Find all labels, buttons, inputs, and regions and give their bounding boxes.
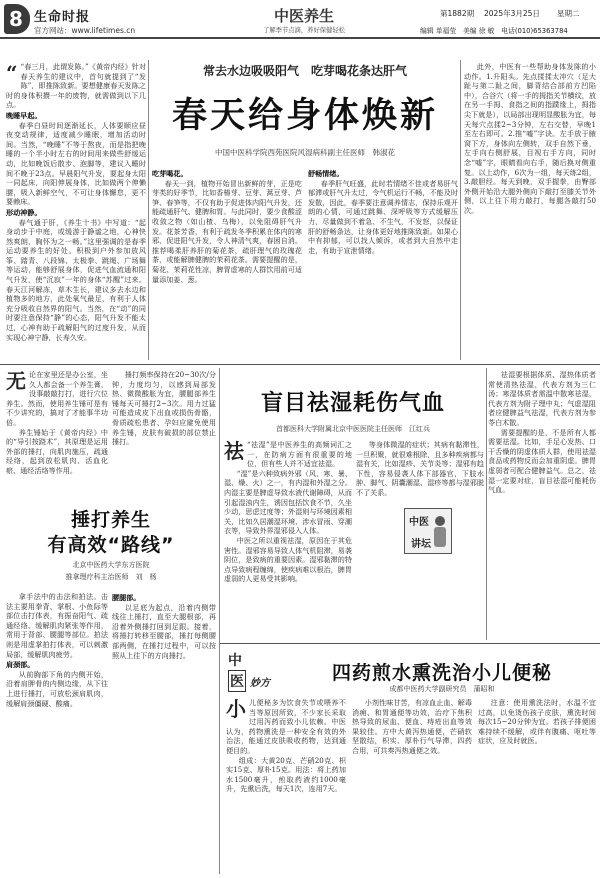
column-divider — [148, 60, 149, 360]
article1-kicker: 常去水边吸吸阳气 吃芽喝花条达肝气 — [202, 64, 407, 78]
article1-paragraph-2: 春气通于肝，《养生十书》中写道：“起身动步于中庭，或缓游于静谧之地，心神快然爽朗，胸怀为之一畅。”这里强调的是春季运动要养生的好处。积极到户外参加放风筝、踏青、八段锦、太极拳、跳绳、广场舞等运动，能够舒展身体，促进气血流通和阳气升发，使“沉寂”一年的身体“苏醒”过来。春天江河解冻，草木生长，建议多去水边和植物多的地方，此处氧气最足，有利于人体充分吸收自然界的阳气。当然，在“动”的同时要注意保持“静”的心态，阳气升发不能太过，心神有助于疏解阳气的过度升发，从而实现心神宁静，长寿久安。 — [6, 217, 146, 342]
dropcap: 小 — [226, 697, 246, 721]
article4-byline: 成都中医药大学副研究员 蒲昭和 — [389, 685, 495, 693]
lecture-badge-line-1: 中医 — [409, 517, 429, 528]
article3-paragraph-5: 祛湿要根据体质、湿热体质者常使清热祛湿，代表方剂为三仁汤；寒湿体质者需温中散寒祛湿，代表方剂为附子理中丸；气虚湿阻者应健脾益气祛湿，代表方剂为参苓白术散。 — [488, 370, 596, 427]
article1-paragraph-3: 春天一到，植物开始冒出新鲜的芽，正是吃芽类的好季节，比如香椿芽、豆芽、蒿豆芽、芦笋、春笋等，不仅有助于促进体内阳气升发，还能疏通肝气、健脾和胃。与此同时，要少食酸涩收敛之物（如山楂、乌梅），以免阻碍肝气升发。花茶芳香，有利于疏发冬季积累在体内的寒邪、促进阳气升发，令人神清气爽，春困自消。推荐喝柔肝养肝的菊花茶，疏肝理气的玫瑰花茶，或能解脾健脾的茉莉花茶。需要提醒的是，菊花、茉莉花性凉，脾胃虚寒的人群饮用前可适量添加姜、葱。 — [152, 178, 302, 284]
remedy-logo-char-3: 妙方 — [250, 678, 270, 689]
article1-byline: 中国中医科学院西苑医院风湿病科副主任医师 韩淑花 — [215, 148, 395, 157]
remedy-logo-char-1: 中 — [228, 653, 242, 669]
article4-headline: 四药煎水熏洗治小儿便秘 — [331, 662, 552, 684]
column-divider — [486, 368, 487, 640]
remedy-logo-char-2: 医 — [228, 670, 246, 692]
article2-byline-2: 推拿理疗科主治医师 刘 杨 — [65, 573, 157, 581]
lecture-badge — [404, 508, 452, 554]
issue-weekday: 星期二 — [557, 9, 580, 18]
article2-intro-col-2 — [112, 370, 216, 450]
article3-column-3 — [488, 370, 596, 640]
article1-intro: “春三月，此谓发陈。”《黄帝内经》针对春天养生的建议中，首句就提到了“发陈”，即推陈致新。要想健康春天发陈之时的身体积攒一年的废物，就需做到以下几点。 — [6, 62, 146, 110]
article4-paragraph-2: 组成：大黄20克、芒硝20克、枳实15克、厚朴15克。用法：将上药加水1500毫升，煎取药液约1000毫升，先熏后洗，每天1次，连用7天。 — [226, 755, 346, 794]
column-divider — [219, 368, 220, 874]
article2-paragraph-2: 养生锤始于《黄帝内经》中的“导引按跷术”，其原理是运用外部的捶打，向肌肉施压，疏通经络，起到放松肌肉、活血化瘀、通经活络等作用。 — [6, 427, 108, 475]
article1-column-4 — [464, 62, 596, 360]
article2-paragraph-3: 拿手法中的击法和拍法。击法主要用拳背、掌根、小鱼际等部位击打体表，有振奋阳气、疏通经络、缓解肌肉紧张等作用，常用于背部、腰腿等部位。拍法则是用虚掌拍打体表，可以刺激局部，缓解肌肉疲劳。 — [6, 592, 108, 659]
article2-headline-2: 有高效“路线” — [47, 534, 175, 556]
article4-column-2 — [352, 698, 472, 874]
article1-subhead-3: 吃芽喝花。 — [152, 169, 188, 178]
article3-headline: 盲目祛湿耗伤气血 — [260, 391, 445, 416]
website[interactable]: 官方网站：www.lifetimes.cn — [34, 26, 136, 35]
article1-subhead-4: 舒畅情绪。 — [308, 169, 344, 178]
article1-subhead-2: 形动神静。 — [6, 207, 42, 217]
remedy-logo — [226, 650, 286, 694]
article3-paragraph-2: “湿”是六种致病外邪（风、寒、暑、湿、燥、火）之一，有内湿和外湿之分。内湿主要是脾虚导致水液代谢障碍，从而引起湿浊内生，诱因包括饮食不节，久坐少动，思虑过度等；外湿则与环境因素相关，比如久居潮湿环境、涉水冒雨、穿潮衣等，导致外界湿邪侵入人体。 — [224, 468, 352, 536]
header-rule — [0, 37, 600, 39]
article1-subhead-1: 晚睡早起。 — [6, 110, 42, 120]
article4-column-3 — [478, 698, 596, 874]
article2-byline-1: 北京中医药大学东方医院 — [72, 561, 150, 569]
editor-line: 编辑 单福莹 美编 徐 敏 电话(010)65363784 — [420, 27, 568, 35]
section-divider — [0, 364, 600, 365]
doctor-figure-icon — [431, 515, 449, 549]
article1-paragraph-5: 此外，中医有一些帮助身体发陈的小动作。1.升阳头。先点揉揉太冲穴（足大趾与第二趾之间，脚背结合部前方凹陷中），合谷穴（将一手的拇指关节横纹，放在另一手拇、食指之间的指蹼缘上，拇指尖下就是），以局部出现明显酸胀为宜，每天每穴点揉2~3分钟，左右交替，早晚1至左右即可。2.推“嘘”字诀。左手放于腋窝下方，身体向左侧转，双手自然下垂，左手向右侧舒展，目视右手方向，同时念“嘘”字，眼睛看向右手，随后换对侧重复。以上动作，6次为一组，每天练2组，3.敲胆经。每天到晚，双手握拳，由臀部外侧开始沿大腿外侧向下敲打至膝关节外侧，以上往下用力敲打，每腿各敲打50次。 — [464, 62, 596, 215]
article3-paragraph-1: “祛湿”是中医养生的高频词汇之一，在防病方面有很重要的地位，但有些人并不适宜祛湿。 — [247, 440, 352, 469]
article2-paragraph-1: 论在家里还是办公室，坐久人都会备一个养生膏，没事敲敲打打，进行穴位养生。然而，使用养生锤可是有不少讲究的，搞对了才能事半功倍。 — [6, 370, 108, 427]
article1-column-1 — [6, 62, 146, 360]
article2-subhead-1: 肩颈部。 — [6, 660, 35, 670]
column-divider — [460, 60, 461, 360]
article2-headline-1: 捶打养生 — [70, 509, 151, 531]
issue-number: 第1882期 — [440, 9, 475, 18]
dropcap: “ — [6, 61, 18, 85]
article2-subhead-2: 腰腿部。 — [112, 593, 141, 602]
article4-paragraph-3: 小剂性味甘苦，有凉血止血、解毒消痈、和胃通便等功效，治疗下焦积热导致的尿血、便血、痔疮出血等效果较佳。方中大黄泻热通便，芒硝软坚散结，枳实、厚朴行气导滞，四药合用，可共奏泻热通便之效。 — [352, 698, 472, 755]
article2-column-2 — [112, 592, 216, 874]
dropcap: 祛 — [224, 439, 244, 463]
article2-paragraph-4: 从前胸部下角的内侧开始，沿着肩胛骨的内侧边缘，从下往上进行捶打，可放松颈肩肌肉，缓解肩颈僵硬、酸痛。 — [6, 669, 108, 708]
issue-date: 2025年3月25日 — [484, 9, 540, 18]
article1-paragraph-1: 春季白昼时间逐渐延长，人体要顺应昼夜变动规律，适度减少睡眠，增加活动时间。当然，“晚睡”不等于熬夜，而是指把晚睡的一个半小时左右的时间用来做些舒缓运动，比如晚饭后散步、泡脚等，建议入睡时间不晚于23点。早晨阳气升发，要起身太阳一同起床，向阳伸展身体，比如做两个伸懒腰，吸入新鲜空气，不可让身体懈怠，更不要赖床。 — [6, 120, 146, 207]
article1-paragraph-4: 春季肝气旺盛，此时若情绪不佳或者易肝气郁滞或肝气升太过，令气机运行不畅，不能及时发散，因此，春季要注意调养情志，保持乐观开朗的心情，可通过跳舞、深呼吸等方式缓解压力，尽量做到不着急、不生气，不发怒，以保证肝的舒畅条达，让身体更好地推陈致新。如果心中有抑郁，可以找人倾诉，或者到大自然中走走，有助于宣泄情绪。 — [308, 178, 458, 255]
article2-column-1 — [6, 592, 108, 874]
page-number: 8 — [9, 7, 23, 31]
article4-column-1 — [226, 698, 346, 874]
section-title: 中医养生 — [273, 7, 334, 25]
article3-paragraph-4: 等身体微湿的症状；其病有黏滞性，一旦积聚，就很难根除，且多种疾病都与湿有关，比如湿疹、关节炎等；湿邪有趋下性，容易侵袭人体下部器官，下肢水肿、脚气、阴囊潮湿、湿疹等都与湿邪脱不了关系。 — [356, 440, 484, 497]
article1-headline: 春天给身体焕新 — [171, 96, 438, 136]
article1-column-2 — [152, 168, 302, 360]
article2-paragraph-5: 以足底为起点，沿着内侧带线往上捶打，直至大腿根部，再沿着外侧捶打回到足跟。接着，将捶打转移至腰部，捶打每侧腰部两侧，在捶打过程中，可以按照从上往下的方向捶打。 — [112, 602, 216, 660]
section-divider — [220, 643, 600, 644]
article3-column-1 — [224, 440, 352, 640]
section-slogan: 了解季节点滴，养好保健轻松 — [263, 27, 345, 34]
article3-byline: 首都医科大学附属北京中医医院主任医师 江红兵 — [276, 425, 430, 433]
article2-intro-col-1 — [6, 369, 108, 475]
article3-paragraph-3: 中医之所以重视祛湿，原因在于其危害性。湿邪容易导致人体气机阻滞，易袭阴位，是致病的重要因素。湿邪黏滞的特点导致病程缠绵，使疾病难以根治，脾胃虚弱的人更易受其影响。 — [224, 535, 352, 584]
article2-paragraph-5-lead: 捶打频率保持在20~30次/分钟，力度均匀，以感到局部发热、微微酸胀为宜，腰腿部养生锤每天可捶打2~3次。用力过猛可能造成皮下出血或损伤骨骼，骨质疏松患者、孕妇应避免使用养生锤，皮肤有破损的部位禁止捶打。 — [112, 370, 216, 447]
article1-column-3 — [308, 168, 458, 360]
brand-logo: 生命时报 — [34, 10, 91, 25]
dropcap: 无 — [6, 369, 26, 393]
article4-paragraph-1: 儿便秘多为饮食失节或喂养不当等原因所致，不少家长采取过用泻药而致小儿依赖。中医认为，药物熏洗是一种安全有效的外治法，能通过皮肤吸收药物，达到通便目的。 — [226, 698, 346, 755]
lecture-badge-line-2: 讲坛 — [411, 539, 431, 550]
article3-paragraph-6: 需要提醒的是，不是所有人都需要祛湿。比如，手足心发热、口干舌燥的阴虚体质人群，使用祛湿食品或药物反而会加重阴虚。脾胃虚弱者可配合健脾益气。总之，祛湿一定要对症，盲目祛湿可能耗伤气血。 — [488, 427, 596, 495]
article4-paragraph-4: 注意：使用熏洗法时，水温不宜过高，以免烫伤孩子皮肤，熏洗时间每次15~20分钟为宜。若孩子排便困难持续不缓解，或伴有腹痛、呕吐等症状，应及时就医。 — [478, 698, 596, 746]
